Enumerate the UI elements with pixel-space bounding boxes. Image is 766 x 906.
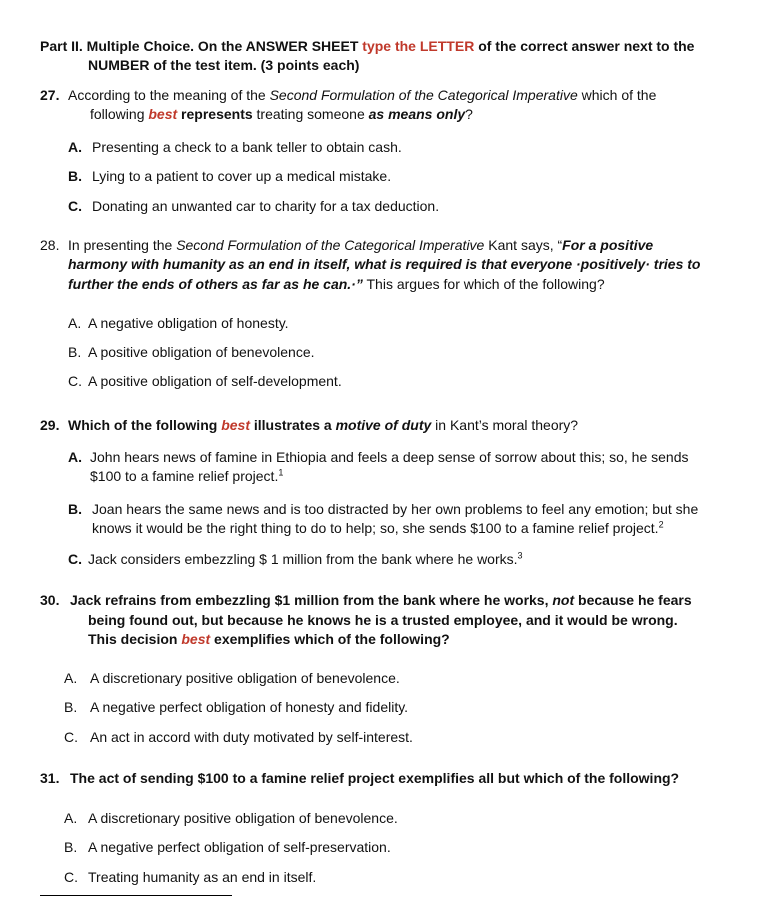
- text-run: best: [148, 106, 178, 122]
- footnote-ref-1: 1: [278, 467, 284, 478]
- text-run: Part II. Multiple Choice. On the ANSWER SHEET: [40, 38, 363, 54]
- text-run: Second Formulation of the Categorical Imperative: [176, 237, 485, 253]
- text-run: not: [552, 592, 575, 608]
- text-run: This decision: [88, 631, 182, 647]
- text-run: According to the meaning of the: [68, 87, 270, 103]
- q30-option-a-letter: A.: [64, 670, 78, 686]
- text-run: In presenting the: [68, 237, 177, 253]
- question-29-number: 29.: [40, 417, 60, 433]
- section-header-line-1: [40, 37, 694, 55]
- question-31-stem-line-1: [70, 769, 679, 787]
- question-28-number: 28.: [40, 237, 60, 253]
- text-run: The act of sending $100 to a famine relief project exemplifies all but which of the following?: [70, 770, 680, 786]
- q29-option-b-line-1: Joan hears the same news and is too distracted by her own problems to feel any emotion; but she: [92, 501, 699, 517]
- q31-option-b-letter: B.: [64, 839, 78, 855]
- text-run: because he fears: [574, 592, 692, 608]
- question-27-stem-line-1: [68, 86, 656, 104]
- text-run: in Kant’s moral theory?: [431, 417, 579, 433]
- q29-option-b-text: knows it would be the right thing to do to help; so, she sends $100 to a famine relief project.: [92, 520, 659, 536]
- q27-option-c-letter: C.: [68, 198, 82, 214]
- footnote-ref-2: 2: [658, 519, 664, 530]
- text-run: Jack refrains from embezzling $1 million from the bank where he works,: [70, 592, 553, 608]
- text-run: best: [181, 631, 211, 647]
- q27-option-b-text: Lying to a patient to cover up a medical mistake.: [92, 168, 392, 184]
- text-run: of the correct answer next to the: [474, 38, 695, 54]
- q29-option-b-letter: B.: [68, 501, 82, 517]
- q27-option-c-text: Donating an unwanted car to charity for a tax deduction.: [92, 198, 440, 214]
- question-30-stem-line-1: [70, 591, 692, 609]
- text-run: Kant says, “: [484, 237, 563, 253]
- q29-option-c-line-1: [88, 550, 523, 568]
- text-run: best: [221, 417, 250, 433]
- q27-option-a-text: Presenting a check to a bank teller to obtain cash.: [92, 139, 402, 155]
- section-header-line-2: [88, 56, 359, 74]
- q29-option-a-line-2: [90, 467, 283, 485]
- q31-option-c-text: Treating humanity as an end in itself.: [88, 869, 317, 885]
- text-run: following: [90, 106, 149, 122]
- question-30-stem-line-2: [88, 611, 678, 629]
- q31-option-a-letter: A.: [64, 810, 78, 826]
- q28-option-a-text: A negative obligation of honesty.: [88, 315, 289, 331]
- footnote-separator: [40, 895, 232, 896]
- question-27-number: 27.: [40, 87, 60, 103]
- text-run: being found out, but because he knows he is a trusted employee, and it would be wrong.: [88, 612, 678, 628]
- text-run: ?: [465, 106, 473, 122]
- text-run: motive of duty: [335, 417, 432, 433]
- text-run: Second Formulation of the Categorical Imperative: [269, 87, 578, 103]
- text-run: represents: [177, 106, 253, 122]
- question-27-stem-line-2: [90, 105, 473, 123]
- q29-option-c-letter: C.: [68, 551, 82, 567]
- q29-option-a-text: $100 to a famine relief project.: [90, 468, 279, 484]
- text-run: treating someone: [252, 106, 369, 122]
- q31-option-b-text: A negative perfect obligation of self-preservation.: [88, 839, 391, 855]
- question-31-number: 31.: [40, 770, 60, 786]
- text-run: exemplifies which of the following?: [210, 631, 450, 647]
- text-run: illustrates a: [250, 417, 336, 433]
- question-28-stem-line-3: [68, 275, 605, 293]
- q29-option-c-text: Jack considers embezzling $ 1 million from the bank where he works.: [88, 551, 518, 567]
- footnote-ref-3: 3: [517, 550, 523, 561]
- question-28-stem-line-2: [68, 255, 700, 273]
- q29-option-b-line-2: [92, 519, 664, 537]
- text-run: which of the: [577, 87, 657, 103]
- q31-option-a-text: A discretionary positive obligation of benevolence.: [88, 810, 398, 826]
- q28-option-a-letter: A.: [68, 315, 82, 331]
- question-28-stem-line-1: [68, 236, 653, 254]
- text-run: Which of the following: [68, 417, 222, 433]
- q28-option-c-letter: C.: [68, 373, 82, 389]
- q30-option-a-text: A discretionary positive obligation of benevolence.: [90, 670, 400, 686]
- q28-option-b-letter: B.: [68, 344, 82, 360]
- q29-option-a-line-1: John hears news of famine in Ethiopia and feels a deep sense of sorrow about this; so, he sends: [90, 449, 689, 465]
- q29-option-a-letter: A.: [68, 449, 82, 465]
- q30-option-b-text: A negative perfect obligation of honesty and fidelity.: [90, 699, 409, 715]
- text-run: For a positive: [562, 237, 654, 253]
- text-run: type the LETTER: [362, 38, 475, 54]
- q30-option-c-text: An act in accord with duty motivated by self-interest.: [90, 729, 413, 745]
- question-29-stem-line-1: [68, 416, 578, 434]
- q27-option-b-letter: B.: [68, 168, 82, 184]
- text-run: This argues for which of the following?: [362, 276, 605, 292]
- text-run: further the ends of others as far as he can.·”: [68, 276, 363, 292]
- question-30-number: 30.: [40, 592, 60, 608]
- text-run: harmony with humanity as an end in itself, what is required is that everyone ·positively· tries to: [68, 256, 701, 272]
- text-run: NUMBER of the test item. (3 points each): [88, 57, 360, 73]
- q30-option-c-letter: C.: [64, 729, 78, 745]
- q28-option-b-text: A positive obligation of benevolence.: [88, 344, 315, 360]
- q31-option-c-letter: C.: [64, 869, 78, 885]
- text-run: as means only: [368, 106, 466, 122]
- q27-option-a-letter: A.: [68, 139, 82, 155]
- q28-option-c-text: A positive obligation of self-development.: [88, 373, 342, 389]
- q30-option-b-letter: B.: [64, 699, 78, 715]
- question-30-stem-line-3: [88, 630, 450, 648]
